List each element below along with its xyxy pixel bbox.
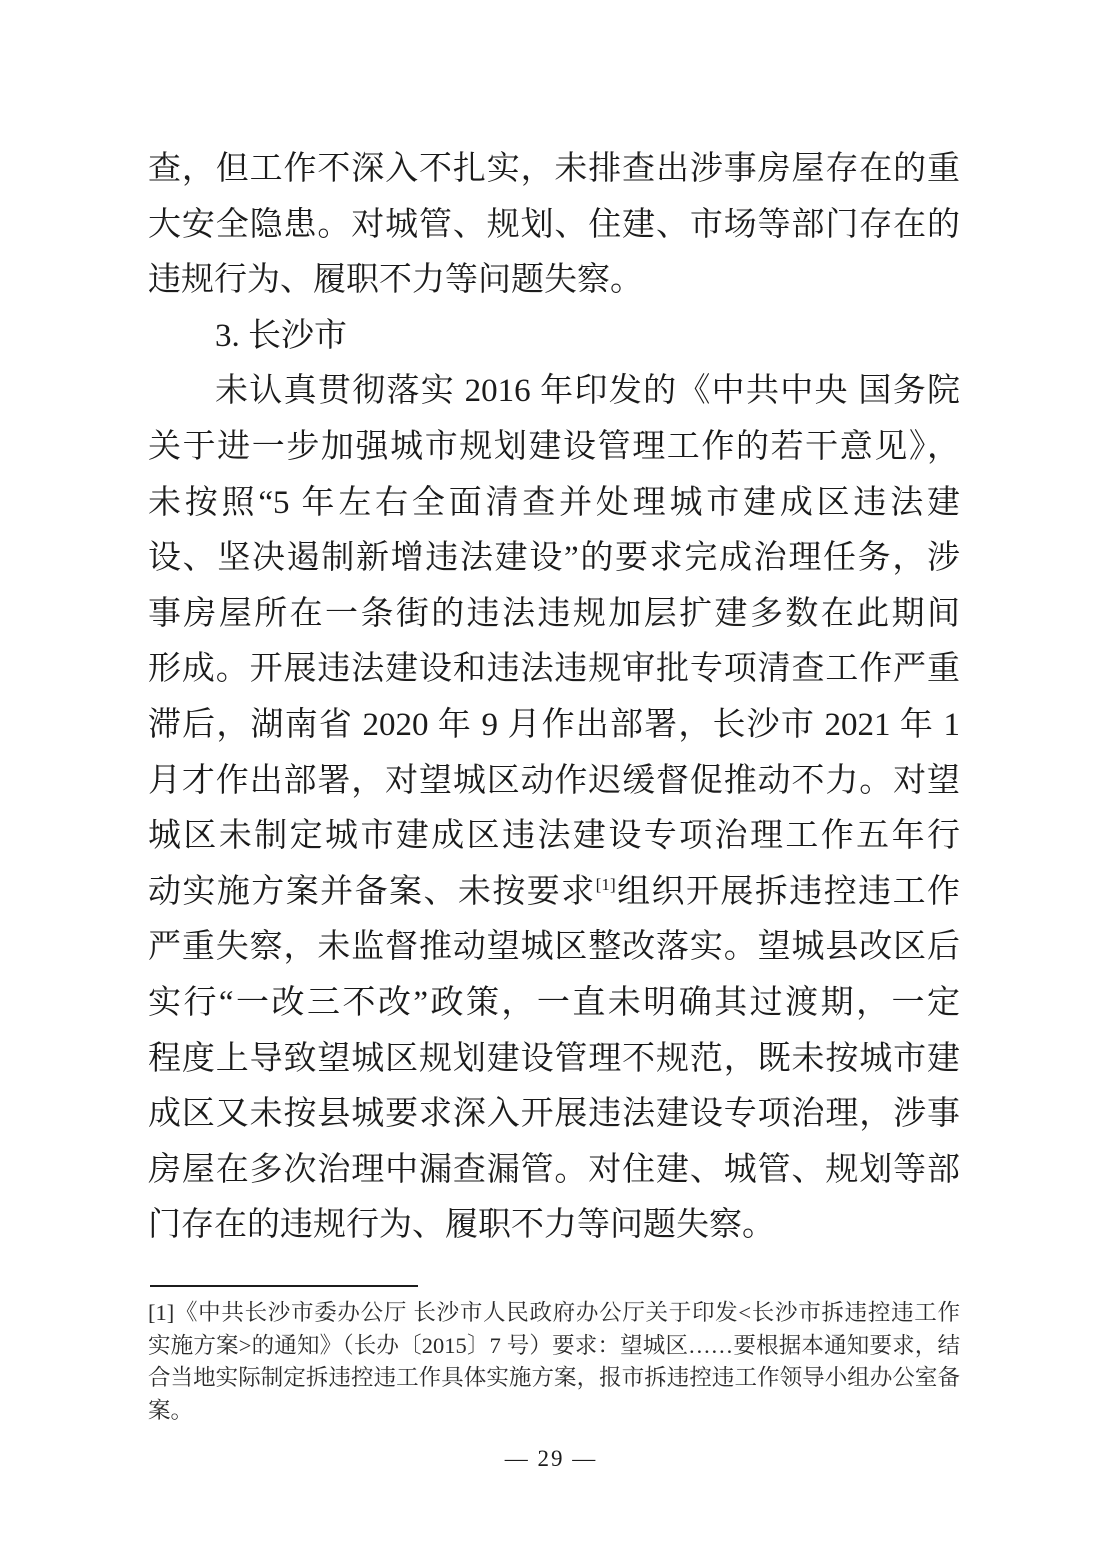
body-line: 成区又未按县城要求深入开展违法建设专项治理，涉事 xyxy=(148,1096,960,1133)
body-line: 违规行为、履职不力等问题失察。 xyxy=(148,262,643,299)
body-line: 房屋在多次治理中漏查漏管。对住建、城管、规划等部 xyxy=(148,1151,960,1188)
line-text: 组织开展拆违控违工作 xyxy=(615,873,961,910)
body-line: 门存在的违规行为、履职不力等问题失察。 xyxy=(148,1207,775,1244)
body-line: 程度上导致望城区规划建设管理不规范，既未按城市建 xyxy=(148,1040,960,1077)
body-line: 月才作出部署，对望城区动作迟缓督促推动不力。对望 xyxy=(148,762,960,799)
footnote-line: 案。 xyxy=(148,1397,194,1423)
section-heading: 3. 长沙市 xyxy=(215,317,347,354)
footnote-ref-marker: [1] xyxy=(595,874,616,894)
body-line: 形成。开展违法建设和违法违规审批专项清查工作严重 xyxy=(148,651,960,688)
footnote xyxy=(148,1297,960,1427)
footnote-line: [1]《中共长沙市委办公厅 长沙市人民政府办公厅关于印发<长沙市拆违控违工作 xyxy=(148,1300,960,1325)
body-line: 关于进一步加强城市规划建设管理工作的若干意见》， xyxy=(148,428,960,465)
body-line: 事房屋所在一条街的违法违规加层扩建多数在此期间 xyxy=(148,595,960,632)
body-text xyxy=(148,142,960,1254)
body-line: 滞后，湖南省 2020 年 9 月作出部署，长沙市 2021 年 1 xyxy=(148,706,960,743)
body-line: 城区未制定城市建成区违法建设专项治理工作五年行 xyxy=(148,818,960,855)
body-line: 严重失察，未监督推动望城区整改落实。望城县改区后 xyxy=(148,929,960,966)
footnote-separator xyxy=(150,1285,418,1287)
page-number: — 29 — xyxy=(504,1446,598,1471)
line-text: 动实施方案并备案、未按要求 xyxy=(148,873,596,910)
body-line: 未认真贯彻落实 2016 年印发的《中共中央 国务院 xyxy=(215,373,960,410)
body-line: 查，但工作不深入不扎实，未排查出涉事房屋存在的重 xyxy=(148,151,960,187)
footnote-line: 实施方案>的通知》（长办〔2015〕7 号）要求：望城区……要根据本通知要求，结 xyxy=(148,1332,960,1358)
body-line: 大安全隐患。对城管、规划、住建、市场等部门存在的 xyxy=(148,206,960,243)
footnote-line: 合当地实际制定拆违控违工作具体实施方案，报市拆违控违工作领导小组办公室备 xyxy=(148,1365,960,1391)
body-line: 设、坚决遏制新增违法建设”的要求完成治理任务，涉 xyxy=(148,540,960,577)
body-line: 实行“一改三不改”政策，一直未明确其过渡期，一定 xyxy=(148,984,960,1021)
body-line xyxy=(148,865,960,921)
body-line: 未按照“5 年左右全面清查并处理城市建成区违法建 xyxy=(148,484,960,521)
